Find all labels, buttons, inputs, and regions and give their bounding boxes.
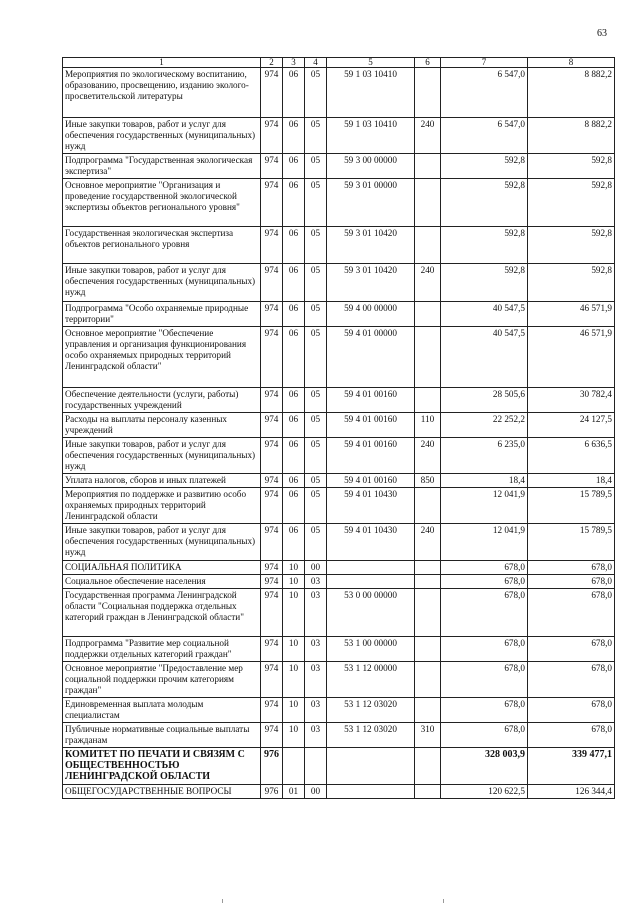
row-code: 974 (261, 589, 283, 637)
row-code: 974 (261, 698, 283, 723)
row-target: 59 4 01 00160 (327, 438, 415, 474)
row-expense-type (415, 227, 441, 264)
row-amount-1: 6 547,0 (441, 68, 528, 118)
row-expense-type (415, 327, 441, 388)
row-amount-1: 678,0 (441, 723, 528, 748)
row-amount-1: 12 041,9 (441, 488, 528, 524)
row-amount-2: 339 477,1 (528, 748, 615, 785)
row-name: Государственная программа Ленинградской области "Социальная поддержка отдельных категорий граждан в Ленинградской области" (63, 589, 261, 637)
row-section: 10 (283, 637, 305, 662)
table-row (63, 327, 615, 388)
row-section: 06 (283, 524, 305, 561)
row-target: 59 4 01 00000 (327, 327, 415, 388)
row-target (327, 575, 415, 589)
column-header: 4 (305, 58, 327, 68)
row-subsection: 05 (305, 474, 327, 488)
row-subsection: 00 (305, 785, 327, 799)
row-amount-2: 18,4 (528, 474, 615, 488)
row-section: 06 (283, 438, 305, 474)
row-target (327, 785, 415, 799)
row-code: 974 (261, 662, 283, 698)
row-subsection (305, 748, 327, 785)
row-expense-type (415, 68, 441, 118)
row-target: 59 3 01 00000 (327, 179, 415, 227)
row-name: Иные закупки товаров, работ и услуг для обеспечения государственных (муниципальных) нужд (63, 524, 261, 561)
table-row (63, 575, 615, 589)
row-name: СОЦИАЛЬНАЯ ПОЛИТИКА (63, 561, 261, 575)
row-name: Расходы на выплаты персоналу казенных учреждений (63, 413, 261, 438)
row-name: ОБЩЕГОСУДАРСТВЕННЫЕ ВОПРОСЫ (63, 785, 261, 799)
row-amount-1: 18,4 (441, 474, 528, 488)
row-amount-2: 678,0 (528, 698, 615, 723)
row-section: 06 (283, 154, 305, 179)
row-section: 06 (283, 227, 305, 264)
row-amount-1: 592,8 (441, 179, 528, 227)
row-amount-2: 678,0 (528, 662, 615, 698)
row-amount-2: 678,0 (528, 637, 615, 662)
row-subsection: 03 (305, 723, 327, 748)
row-amount-1: 678,0 (441, 637, 528, 662)
row-code: 974 (261, 438, 283, 474)
column-header: 6 (415, 58, 441, 68)
row-amount-1: 28 505,6 (441, 388, 528, 413)
row-subsection: 03 (305, 575, 327, 589)
row-subsection: 03 (305, 662, 327, 698)
row-subsection: 05 (305, 179, 327, 227)
table-row (63, 438, 615, 474)
row-amount-2: 8 882,2 (528, 118, 615, 154)
scan-speck (443, 899, 444, 903)
row-target: 53 1 12 03020 (327, 723, 415, 748)
row-subsection: 05 (305, 388, 327, 413)
row-expense-type (415, 589, 441, 637)
row-expense-type (415, 154, 441, 179)
scan-speck (222, 899, 223, 903)
row-subsection: 05 (305, 154, 327, 179)
row-amount-2: 24 127,5 (528, 413, 615, 438)
row-code: 974 (261, 561, 283, 575)
column-header: 7 (441, 58, 528, 68)
row-section: 10 (283, 698, 305, 723)
row-subsection: 00 (305, 561, 327, 575)
row-amount-1: 6 235,0 (441, 438, 528, 474)
row-target: 59 4 01 00160 (327, 413, 415, 438)
row-expense-type (415, 637, 441, 662)
row-expense-type: 850 (415, 474, 441, 488)
row-subsection: 05 (305, 327, 327, 388)
row-amount-2: 678,0 (528, 589, 615, 637)
row-name: Иные закупки товаров, работ и услуг для обеспечения государственных (муниципальных) нужд (63, 438, 261, 474)
row-amount-2: 6 636,5 (528, 438, 615, 474)
table-row (63, 637, 615, 662)
column-header: 2 (261, 58, 283, 68)
row-section: 10 (283, 589, 305, 637)
table-row (63, 662, 615, 698)
row-amount-2: 30 782,4 (528, 388, 615, 413)
row-code: 976 (261, 785, 283, 799)
row-amount-2: 15 789,5 (528, 488, 615, 524)
row-subsection: 05 (305, 438, 327, 474)
table-row (63, 488, 615, 524)
row-amount-2: 46 571,9 (528, 327, 615, 388)
row-target: 59 4 01 10430 (327, 488, 415, 524)
row-amount-2: 678,0 (528, 561, 615, 575)
row-section: 10 (283, 575, 305, 589)
row-target: 59 3 00 00000 (327, 154, 415, 179)
row-expense-type (415, 662, 441, 698)
row-name: Единовременная выплата молодым специалистам (63, 698, 261, 723)
table-row (63, 748, 615, 785)
row-name: Основное мероприятие "Предоставление мер социальной поддержки прочим категориям граждан" (63, 662, 261, 698)
row-expense-type (415, 488, 441, 524)
row-amount-1: 22 252,2 (441, 413, 528, 438)
row-name: Публичные нормативные социальные выплаты гражданам (63, 723, 261, 748)
row-expense-type: 240 (415, 524, 441, 561)
row-name: Подпрограмма "Государственная экологическая экспертиза" (63, 154, 261, 179)
table-row (63, 154, 615, 179)
row-code: 974 (261, 327, 283, 388)
row-expense-type: 310 (415, 723, 441, 748)
row-target: 53 1 12 03020 (327, 698, 415, 723)
row-expense-type (415, 302, 441, 327)
row-name: Мероприятия по поддержке и развитию особо охраняемых природных территорий Ленинградской области (63, 488, 261, 524)
row-target: 53 0 00 00000 (327, 589, 415, 637)
row-code: 974 (261, 474, 283, 488)
row-expense-type (415, 785, 441, 799)
table-row (63, 723, 615, 748)
row-code: 974 (261, 264, 283, 302)
row-amount-2: 46 571,9 (528, 302, 615, 327)
row-expense-type: 240 (415, 438, 441, 474)
row-amount-2: 592,8 (528, 179, 615, 227)
row-amount-2: 592,8 (528, 227, 615, 264)
row-expense-type (415, 748, 441, 785)
table-row (63, 302, 615, 327)
row-amount-1: 328 003,9 (441, 748, 528, 785)
row-expense-type (415, 388, 441, 413)
row-section: 10 (283, 662, 305, 698)
row-code: 974 (261, 575, 283, 589)
row-code: 974 (261, 302, 283, 327)
row-amount-1: 40 547,5 (441, 327, 528, 388)
row-subsection: 03 (305, 698, 327, 723)
table-row (63, 698, 615, 723)
row-code: 974 (261, 227, 283, 264)
row-target: 53 1 00 00000 (327, 637, 415, 662)
row-target: 59 3 01 10420 (327, 264, 415, 302)
row-section: 06 (283, 179, 305, 227)
row-expense-type: 240 (415, 118, 441, 154)
row-name: Подпрограмма "Особо охраняемые природные территории" (63, 302, 261, 327)
table-row (63, 413, 615, 438)
row-name: КОМИТЕТ ПО ПЕЧАТИ И СВЯЗЯМ С ОБЩЕСТВЕННОСТЬЮ ЛЕНИНГРАДСКОЙ ОБЛАСТИ (63, 748, 261, 785)
row-name: Иные закупки товаров, работ и услуг для обеспечения государственных (муниципальных) нужд (63, 264, 261, 302)
row-code: 974 (261, 68, 283, 118)
row-section (283, 748, 305, 785)
row-subsection: 05 (305, 488, 327, 524)
row-code: 974 (261, 388, 283, 413)
row-amount-1: 6 547,0 (441, 118, 528, 154)
row-amount-1: 678,0 (441, 575, 528, 589)
row-target: 59 4 01 00160 (327, 388, 415, 413)
row-amount-1: 678,0 (441, 698, 528, 723)
row-section: 06 (283, 327, 305, 388)
row-subsection: 05 (305, 302, 327, 327)
row-section: 06 (283, 68, 305, 118)
row-amount-1: 592,8 (441, 154, 528, 179)
row-section: 06 (283, 302, 305, 327)
row-code: 974 (261, 637, 283, 662)
row-name: Уплата налогов, сборов и иных платежей (63, 474, 261, 488)
table-row (63, 785, 615, 799)
row-expense-type (415, 561, 441, 575)
row-expense-type: 240 (415, 264, 441, 302)
row-name: Мероприятия по экологическому воспитанию, образованию, просвещению, изданию эколого-просветительской литературы (63, 68, 261, 118)
row-amount-2: 8 882,2 (528, 68, 615, 118)
row-amount-1: 120 622,5 (441, 785, 528, 799)
table-row (63, 524, 615, 561)
row-amount-1: 678,0 (441, 662, 528, 698)
row-code: 974 (261, 179, 283, 227)
row-target: 59 3 01 10420 (327, 227, 415, 264)
table-row (63, 561, 615, 575)
table-row (63, 179, 615, 227)
row-subsection: 05 (305, 227, 327, 264)
row-section: 10 (283, 723, 305, 748)
row-section: 06 (283, 388, 305, 413)
row-code: 976 (261, 748, 283, 785)
budget-table (62, 57, 615, 799)
row-expense-type (415, 575, 441, 589)
row-amount-2: 678,0 (528, 575, 615, 589)
row-name: Обеспечение деятельности (услуги, работы) государственных учреждений (63, 388, 261, 413)
column-header: 1 (63, 58, 261, 68)
table-row (63, 388, 615, 413)
row-amount-1: 678,0 (441, 561, 528, 575)
row-amount-2: 592,8 (528, 154, 615, 179)
row-code: 974 (261, 524, 283, 561)
page-number: 63 (597, 28, 607, 39)
row-amount-1: 12 041,9 (441, 524, 528, 561)
row-section: 06 (283, 264, 305, 302)
row-expense-type (415, 179, 441, 227)
row-subsection: 05 (305, 68, 327, 118)
row-amount-1: 678,0 (441, 589, 528, 637)
row-subsection: 05 (305, 413, 327, 438)
row-amount-1: 40 547,5 (441, 302, 528, 327)
row-subsection: 03 (305, 589, 327, 637)
column-header: 8 (528, 58, 615, 68)
row-code: 974 (261, 488, 283, 524)
row-name: Основное мероприятие "Организация и проведение государственной экологической экспертизы объектов регионального уровня" (63, 179, 261, 227)
row-subsection: 05 (305, 264, 327, 302)
table-row (63, 474, 615, 488)
row-amount-2: 678,0 (528, 723, 615, 748)
row-subsection: 05 (305, 118, 327, 154)
row-expense-type (415, 698, 441, 723)
row-code: 974 (261, 723, 283, 748)
row-section: 06 (283, 488, 305, 524)
column-header: 5 (327, 58, 415, 68)
row-section: 06 (283, 474, 305, 488)
row-subsection: 05 (305, 524, 327, 561)
row-target: 59 1 03 10410 (327, 68, 415, 118)
row-name: Иные закупки товаров, работ и услуг для обеспечения государственных (муниципальных) нужд (63, 118, 261, 154)
column-header: 3 (283, 58, 305, 68)
table-row (63, 589, 615, 637)
row-target (327, 748, 415, 785)
row-code: 974 (261, 118, 283, 154)
table-header-row (63, 58, 615, 68)
row-amount-1: 592,8 (441, 227, 528, 264)
row-name: Социальное обеспечение населения (63, 575, 261, 589)
row-name: Государственная экологическая экспертиза объектов регионального уровня (63, 227, 261, 264)
row-name: Основное мероприятие "Обеспечение управления и организация функционирования особо охраняемых природных территорий Ленинградской области" (63, 327, 261, 388)
row-section: 10 (283, 561, 305, 575)
row-section: 06 (283, 118, 305, 154)
row-target: 59 1 03 10410 (327, 118, 415, 154)
row-code: 974 (261, 154, 283, 179)
row-target: 53 1 12 00000 (327, 662, 415, 698)
row-section: 06 (283, 413, 305, 438)
row-name: Подпрограмма "Развитие мер социальной поддержки отдельных категорий граждан" (63, 637, 261, 662)
row-target: 59 4 00 00000 (327, 302, 415, 327)
row-target: 59 4 01 00160 (327, 474, 415, 488)
row-amount-2: 126 344,4 (528, 785, 615, 799)
table-row (63, 264, 615, 302)
row-section: 01 (283, 785, 305, 799)
row-expense-type: 110 (415, 413, 441, 438)
row-target: 59 4 01 10430 (327, 524, 415, 561)
table-row (63, 118, 615, 154)
row-target (327, 561, 415, 575)
table-row (63, 227, 615, 264)
row-amount-2: 592,8 (528, 264, 615, 302)
row-amount-2: 15 789,5 (528, 524, 615, 561)
row-subsection: 03 (305, 637, 327, 662)
table-row (63, 68, 615, 118)
row-code: 974 (261, 413, 283, 438)
row-amount-1: 592,8 (441, 264, 528, 302)
